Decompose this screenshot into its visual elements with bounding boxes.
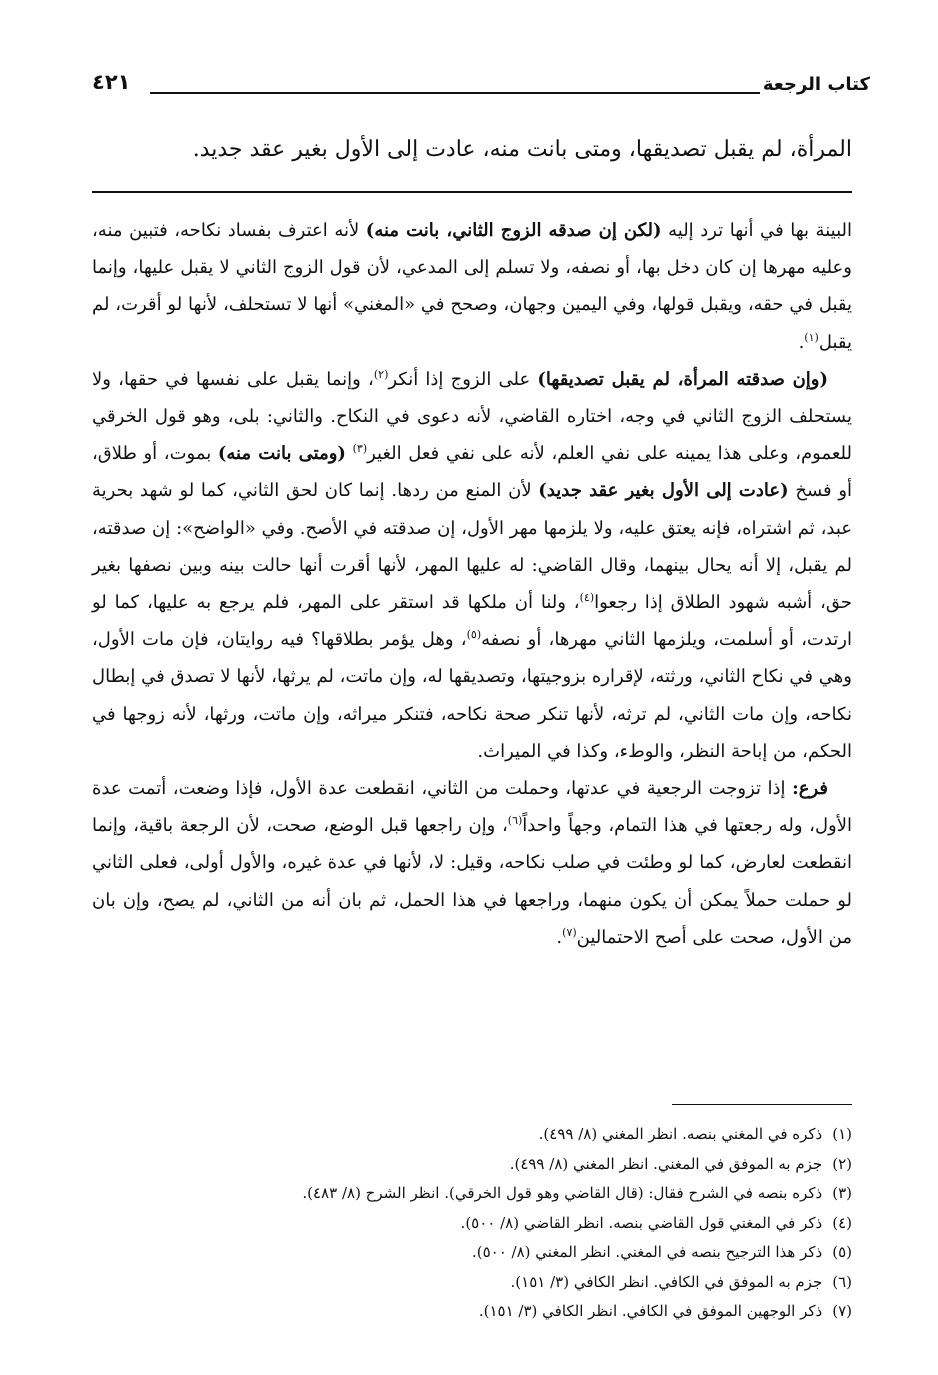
- footnote-ref: (٧): [562, 925, 577, 939]
- commentary: [92, 212, 852, 956]
- footnote-ref: (٤): [579, 591, 595, 605]
- footnote: (٦)جزم به الموفق في الكافي. انظر الكافي (٣/ ١٥١).: [510, 1272, 852, 1291]
- footnote: (٢)جزم به الموفق في المغني. انظر المغني (٨/ ٤٩٩).: [509, 1154, 852, 1173]
- page-number: ٤٢١: [92, 70, 131, 94]
- commentary-paragraph-2: (وإن صدقته المرأة، لم يقبل تصديقها) على الزوج إذا أنكر$^{(٢)}$، وإنما يقبل على نفسها في حقها، ولا يستحلف الزوج الثاني في وجه، اختاره القاضي، لأنه دعوى في النكاح. والثاني: بلى، وهو قول الخرقي للعموم، وعلى هذا يمينه على نفي العلم، لأنه على نفي فعل الغير$^{(٣)}$ (ومتى بانت منه) بموت، أو طلاق، أو فسخ (عادت إلى الأول بغير عقد جديد) لأن المنع من ردها. إنما كان لحق الثاني، كما لو شهد بحرية عبد، ثم اشتراه، فإنه يعتق عليه، ولا يلزمها مهر الأول، إن صدقته في الأصح. وفي «الواضح»: إن صدقته، لم يقبل، إلا أنه يحال بينهما، وقال القاضي: له عليها المهر، لأنها أقرت أنها حالت بينه وبين نصفها بغير حق، أشبه شهود الطلاق إذا رجعوا$^{(٤)}$، ولنا أن ملكها قد استقر على المهر، فلم يرجع به عليها، كما لو ارتدت، أو أسلمت، ويلزمها الثاني مهرها، أو نصفه$^{(٥)}$، وهل يؤمر بطلاقها؟ فيه روايتان، فإن مات الأول، وهي في نكاح الثاني، ورثته، لإقراره بزوجيتها، وتصديقها له، وإن ماتت، لم يرثها، لأنها لا تصدق في إبطال نكاحه، وإن مات الثاني، لم ترثه، لأنها تنكر صحة نكاحه، فتنكر ميراثه، وإن ماتت، ورثها، لأنه زوجها في الحكم، من إباحة النظر، والوطء، وكذا في الميراث.: [92, 367, 853, 762]
- footnote: (٤)ذكر في المغني قول القاضي بنصه. انظر القاضي (٨/ ٥٠٠).: [460, 1213, 852, 1232]
- footnote-ref: (٦): [507, 814, 523, 828]
- book-title: كتاب الرجعة: [762, 74, 870, 95]
- page-header: [92, 70, 870, 102]
- bold-quote: (وإن صدقته المرأة، لم يقبل تصديقها): [537, 368, 829, 390]
- footnote: (٧)ذكر الوجهين الموفق في الكافي. انظر الكافي (٣/ ١٥١).: [478, 1302, 852, 1320]
- footnote: (٥)ذكر هذا الترجيح بنصه في المغني. انظر المغني (٨/ ٥٠٠).: [471, 1243, 852, 1261]
- footnotes: [92, 1120, 852, 1327]
- footnote-rule: [672, 1104, 852, 1105]
- commentary-paragraph-3: فرع: إذا تزوجت الرجعية في عدتها، وحملت من الثاني، انقطعت عدة الأول، فإذا وضعت، أتمت عدة الأول، وله رجعتها في هذا التمام، وجهاً واحداً$^{(٦)}$، وإن راجعها قبل الوضع، صحت، لأن الرجعة باقية، وإنما انقطعت لعارض، كما لو وطئت في صلب نكاحه، وقيل: لا، لأنها في عدة غيره، والأول أولى، فعلى الثاني لو حملت حملاً يمكن أن يكون منهما، وراجعها في هذا الحمل، ثم بان أنه من الثاني، لم يصح، وإن بان من الأول، صحت على أصح الاحتمالين$^{(٧)}$.: [92, 778, 852, 948]
- footnote-ref: (٥): [466, 628, 482, 642]
- header-rule: [150, 92, 760, 94]
- matn-text: المرأة، لم يقبل تصديقها، ومتى بانت منه، عادت إلى الأول بغير عقد جديد.: [192, 137, 852, 162]
- footnote-ref: (١): [804, 330, 819, 344]
- bold-quote: (عادت إلى الأول بغير عقد جديد): [538, 480, 789, 502]
- footnote-ref: (٣): [352, 442, 368, 456]
- footnote-ref: (٢): [373, 367, 389, 381]
- bold-quote: فرع:: [792, 778, 828, 800]
- bold-quote: (ومتى بانت منه): [217, 443, 346, 465]
- footnote: (١)ذكره في المغني بنصه. انظر المغني (٨/ ٤٩٩).: [538, 1125, 852, 1143]
- bold-quote: (لكن إن صدقه الزوج الثاني، بانت منه): [365, 220, 662, 241]
- commentary-paragraph-1: البينة بها في أنها ترد إليه (لكن إن صدقه الزوج الثاني، بانت منه) لأنه اعترف بفساد نكاحه، فتبين منه، وعليه مهرها إن كان دخل بها، أو نصفه، ولا تسلم إلى المدعي، لأن قول الزوج الثاني لا يقبل عليها، وإنما يقبل في حقه، ويقبل قولها، وفي اليمين وجهان، وصحح في «المغني» أنها لا تستحلف، لأنها لو أقرت، لم يقبل$^{(١)}$.: [92, 220, 852, 353]
- footnote: (٣)ذكره بنصه في الشرح فقال: (قال القاضي وهو قول الخرقي). انظر الشرح (٨/ ٤٨٣).: [302, 1184, 852, 1202]
- matn-separator: [92, 191, 852, 193]
